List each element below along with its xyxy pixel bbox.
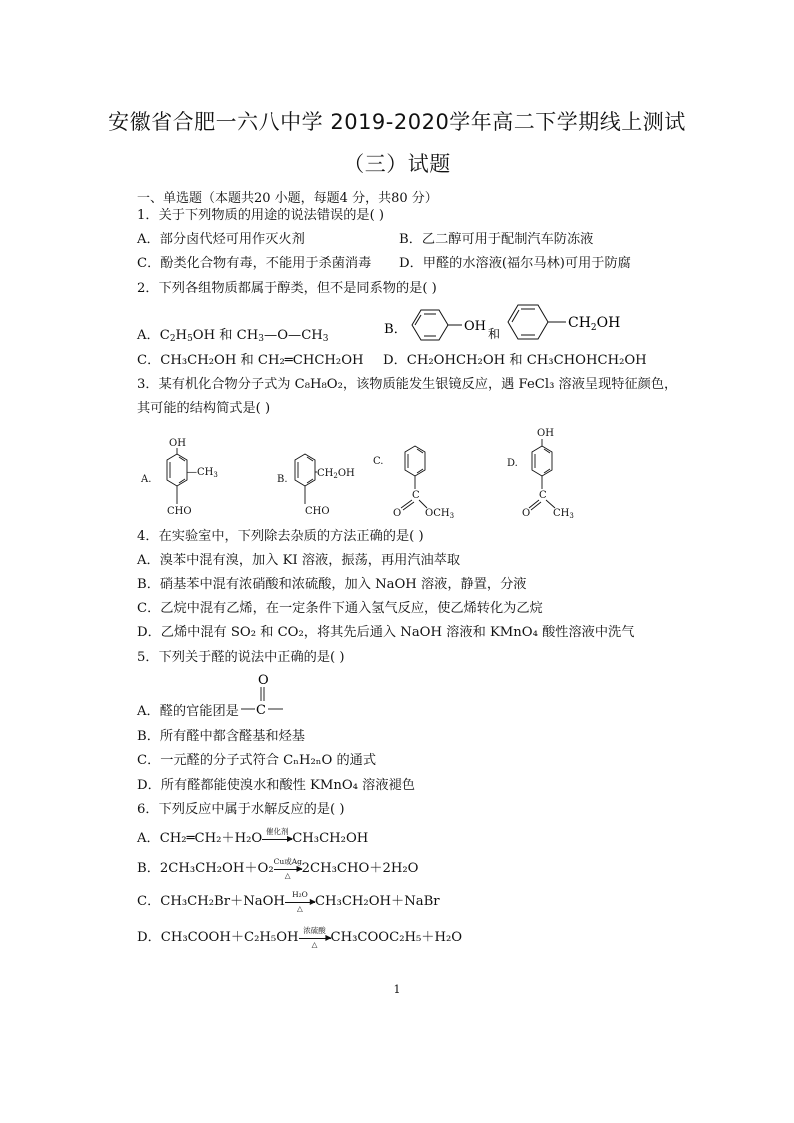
reaction-arrow-icon: Cu或Ag ▶ △ [273,857,303,880]
q3-c-och3: $OCH_3$ [425,508,455,520]
page-title-line2: （三）试题 [343,152,451,176]
q6-option-a: A．CH₂═CH₂＋H₂O 催化剂 ▶ CH₃CH₂OH [137,827,369,846]
q6-stem: 6．下列反应中属于水解反应的是( ) [137,802,345,817]
q4-option-d: D．乙烯中混有 SO₂ 和 CO₂，将其先后通入 NaOH 溶液和 KMnO₄ 酸性溶液中洗气 [137,625,635,640]
q3-structures [135,428,615,524]
q3-c-o: O [393,508,402,519]
q3-d-label: D. [507,458,518,469]
q3-a-label: A. [141,474,152,485]
q3-d-oh: OH [537,428,554,439]
q6-option-c: C．CH₃CH₂Br＋NaOH H₂O ▶ △ CH₃CH₂OH＋NaBr [137,890,440,913]
section-heading: 一、单选题（本题共20 小题，每题4 分，共80 分） [137,191,438,206]
page-number: 1 [393,983,401,996]
q2-b-and: 和 [488,327,501,341]
q3-b-label: B. [277,474,288,485]
q3-stem-cont: 其可能的结构简式是( ) [137,401,271,416]
q3-c-label: C. [373,456,384,467]
q4-stem: 4．在实验室中，下列除去杂质的方法正确的是( ) [137,529,424,544]
benzene-ring [412,310,462,340]
carbonyl-o: O [258,673,269,688]
q1-option-c: C．酚类化合物有毒，不能用于杀菌消毒 [137,256,372,271]
q3-stem: 3．某有机化合物分子式为 C₈H₈O₂，该物质能发生银镜反应，遇 FeCl₃ 溶液呈现特征颜色， [137,377,678,392]
page-title-line1: 安徽省合肥一六八中学 2019-2020学年高二下学期线上测试 [108,110,686,134]
q5-option-d: D．所有醛都能使溴水和酸性 KMnO₄ 溶液褪色 [137,778,415,793]
q3-b-ch2oh: $CH_2OH$ [317,468,355,480]
carbonyl-c: C [256,703,266,718]
q2-b-ch2oh: $CH_2OH$ [568,315,621,333]
q4-option-a: A．溴苯中混有溴，加入 KI 溶液，振荡，再用汽油萃取 [137,553,461,568]
reaction-arrow-icon: H₂O ▶ △ [285,893,315,911]
q2-option-a: A．$C_2H_5OH$ 和 $CH_3—O—CH_3$ [137,328,329,344]
q2-b-oh: OH [464,319,486,334]
q3-b-ring [295,454,317,504]
q3-d-o: O [522,508,531,519]
q5-option-a: A．醛的官能团是 [137,704,239,719]
reaction-arrow-icon: 浓硫酸 ▶ △ [299,929,331,947]
q4-option-c: C．乙烷中混有乙烯，在一定条件下通入氢气反应，使乙烯转化为乙烷 [137,601,543,616]
q3-d-c: C [539,490,547,501]
q3-c-c: C [412,490,420,501]
carbonyl-group-structure [238,672,288,720]
q3-b-cho: CHO [305,506,330,517]
q3-a-ch3: $—CH_3$ [187,467,218,479]
q1-option-d: D．甲醛的水溶液(福尔马林)可用于防腐 [399,256,631,271]
q1-option-a: A．部分卤代烃可用作灭火剂 [137,232,305,247]
benzene-ring [508,305,566,339]
q4-option-b: B．硝基苯中混有浓硝酸和浓硫酸，加入 NaOH 溶液，静置，分液 [137,577,527,592]
q3-a-ring [167,448,187,504]
q2-option-d: D．CH₂OHCH₂OH 和 CH₃CHOHCH₂OH [383,353,647,368]
q3-d-ch3: $CH_3$ [553,508,574,520]
q5-option-c: C．一元醛的分子式符合 CₙH₂ₙO 的通式 [137,753,377,768]
q3-a-cho: CHO [167,506,192,517]
q1-stem: 1．关于下列物质的用途的说法错误的是( ) [137,208,385,223]
q6-option-b: B．2CH₃CH₂OH＋O₂ Cu或Ag ▶ △ 2CH₃CHO＋2H₂O [137,857,419,880]
q5-option-b: B．所有醛中都含醛基和烃基 [137,729,305,744]
q2-option-b-structures [380,300,640,350]
q2-option-b-label: B． [384,322,407,337]
q3-a-oh: OH [169,438,186,449]
q1-option-b: B．乙二醇可用于配制汽车防冻液 [399,232,594,247]
q2-stem: 2．下列各组物质都属于醇类，但不是同系物的是( ) [137,281,437,296]
q5-stem: 5．下列关于醛的说法中正确的是( ) [137,650,345,665]
q6-option-d: D．CH₃COOH＋C₂H₅OH 浓硫酸 ▶ △ CH₃COOC₂H₅＋H₂O [137,926,463,949]
q2-option-c: C．CH₃CH₂OH 和 CH₂═CHCH₂OH [137,353,364,368]
reaction-arrow-icon: 催化剂 ▶ [262,830,292,848]
